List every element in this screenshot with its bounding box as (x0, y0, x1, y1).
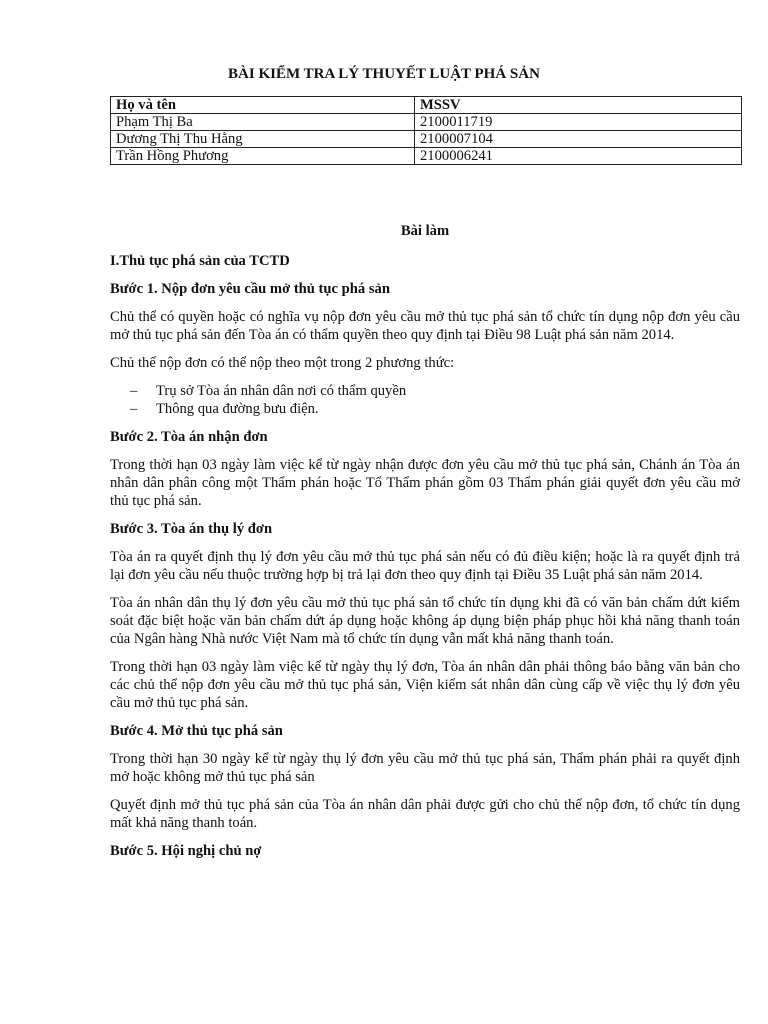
list-item-text: Trụ sở Tòa án nhân dân nơi có thẩm quyền (156, 383, 407, 399)
student-name: Dương Thị Thu Hằng (111, 131, 415, 148)
column-header-name: Họ và tên (111, 97, 415, 114)
column-header-mssv: MSSV (415, 97, 742, 114)
dash-bullet: – (130, 383, 138, 399)
student-id: 2100007104 (415, 131, 742, 148)
step-4-paragraph-1: Trong thời hạn 30 ngày kể từ ngày thụ lý đơn yêu cầu mở thủ tục phá sản, Thẩm phán phải ra quyết định mở hoặc không mở thủ tục phá sản (110, 751, 740, 785)
student-id: 2100011719 (415, 114, 742, 131)
step-5-heading: Bước 5. Hội nghị chủ nợ (110, 843, 262, 859)
list-item (110, 382, 740, 400)
student-name: Phạm Thị Ba (111, 114, 415, 131)
student-name: Trần Hồng Phương (111, 148, 415, 165)
main-heading: I.Thủ tục phá sản của TCTD (110, 253, 290, 269)
document-body (110, 222, 740, 870)
list-item (110, 400, 740, 418)
step-2-heading: Bước 2. Tòa án nhận đơn (110, 429, 268, 445)
list-item-text: Thông qua đường bưu điện. (156, 401, 319, 417)
table-row (111, 114, 742, 131)
section-label: Bài làm (400, 223, 450, 239)
table-row (111, 148, 742, 165)
step-1-paragraph-2: Chủ thể nộp đơn có thể nộp theo một trong 2 phương thức: (110, 355, 455, 371)
step-1-paragraph-1: Chủ thể có quyền hoặc có nghĩa vụ nộp đơn yêu cầu mở thủ tục phá sản tổ chức tín dụng nộp đơn yêu cầu mở thủ tục phá sản đến Tòa án có thẩm quyền theo quy định tại Điều 98 Luật phá sản năm 2014. (110, 309, 740, 343)
document-title: BÀI KIỂM TRA LÝ THUYẾT LUẬT PHÁ SẢN (228, 66, 540, 82)
step-3-paragraph-3: Trong thời hạn 03 ngày làm việc kể từ ngày thụ lý đơn, Tòa án nhân dân phải thông báo bằng văn bản cho các chủ thể nộp đơn yêu cầu mở thủ tục phá sản, Viện kiểm sát nhân dân cùng cấp về việc thụ lý đơn yêu cầu mở thủ tục phá sản. (110, 659, 740, 711)
step-4-paragraph-2: Quyết định mở thủ tục phá sản của Tòa án nhân dân phải được gửi cho chủ thể nộp đơn, tổ chức tín dụng mất khả năng thanh toán. (110, 797, 740, 831)
step-4-heading: Bước 4. Mở thủ tục phá sản (110, 723, 283, 739)
dash-bullet: – (130, 401, 138, 417)
submission-methods-list (110, 382, 740, 418)
student-id: 2100006241 (415, 148, 742, 165)
step-1-heading: Bước 1. Nộp đơn yêu cầu mở thủ tục phá sản (110, 281, 390, 297)
student-table (110, 96, 742, 165)
table-header-row (111, 97, 742, 114)
table-row (111, 131, 742, 148)
step-3-paragraph-1: Tòa án ra quyết định thụ lý đơn yêu cầu mở thủ tục phá sản nếu có đủ điều kiện; hoặc là ra quyết định trả lại đơn yêu cầu nếu thuộc trường hợp bị trả lại đơn theo quy định tại Điều 35 Luật phá sản năm 2014. (110, 549, 740, 583)
step-3-heading: Bước 3. Tòa án thụ lý đơn (110, 521, 273, 537)
step-3-paragraph-2: Tòa án nhân dân thụ lý đơn yêu cầu mở thủ tục phá sản tổ chức tín dụng khi đã có văn bản chấm dứt kiểm soát đặc biệt hoặc văn bản chấm dứt áp dụng hoặc không áp dụng biện pháp phục hồi khả năng thanh toán của Ngân hàng Nhà nước Việt Nam mà tổ chức tín dụng vẫn mất khả năng thanh toán. (110, 595, 740, 647)
step-2-paragraph-1: Trong thời hạn 03 ngày làm việc kể từ ngày nhận được đơn yêu cầu mở thủ tục phá sản, Chánh án Tòa án nhân dân phân công một Thẩm phán hoặc Tổ Thẩm phán gồm 03 Thẩm phán giải quyết đơn yêu cầu mở thủ tục phá sản. (110, 457, 740, 509)
